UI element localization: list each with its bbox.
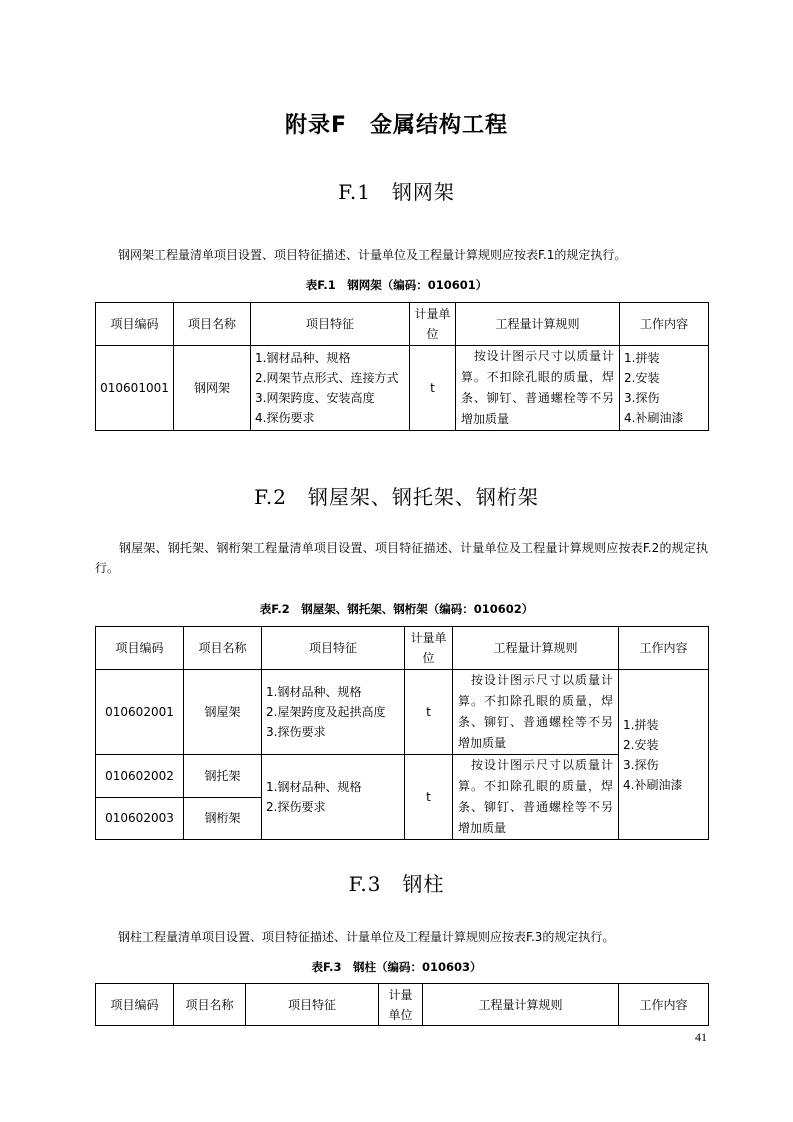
item-features — [262, 670, 405, 755]
table-f1 — [95, 302, 709, 431]
header-name: 项目名称 — [174, 984, 246, 1026]
item-code: 010602003 — [96, 797, 184, 840]
table-row — [96, 670, 709, 755]
table-caption-f1: 表F.1 钢网架（编码：010601） — [305, 278, 488, 292]
header-code: 项目编码 — [96, 984, 174, 1026]
feature-line: 2.探伤要求 — [266, 800, 326, 814]
item-name: 钢桁架 — [184, 797, 262, 840]
section-heading-f1: F.1 钢网架 — [338, 180, 455, 204]
item-name: 钢网架 — [174, 346, 251, 431]
item-features — [262, 755, 405, 840]
work-line: 4.补刷油漆 — [623, 777, 683, 792]
item-work — [619, 670, 709, 840]
table-f3 — [95, 983, 709, 1026]
section-intro-f1: 钢网架工程量清单项目设置、项目特征描述、计量单位及工程量计算规则应按表F.1的规定执行。 — [118, 248, 627, 262]
header-feature: 项目特征 — [262, 627, 405, 670]
table-row — [96, 346, 709, 431]
work-line: 3.探伤 — [623, 757, 659, 772]
item-name: 钢托架 — [184, 755, 262, 798]
header-name: 项目名称 — [184, 627, 262, 670]
header-name: 项目名称 — [174, 303, 251, 346]
work-line: 2.安装 — [624, 371, 660, 385]
feature-line: 3.探伤要求 — [266, 725, 326, 739]
feature-line: 2.屋架跨度及起拱高度 — [266, 705, 386, 719]
item-features — [251, 346, 410, 431]
item-unit: t — [405, 755, 453, 840]
item-work — [620, 346, 709, 431]
item-code: 010601001 — [96, 346, 174, 431]
table-caption-f3: 表F.3 钢柱（编码：010603） — [311, 960, 482, 974]
item-name: 钢屋架 — [184, 670, 262, 755]
header-code: 项目编码 — [96, 627, 184, 670]
work-line: 1.拼装 — [623, 717, 659, 732]
work-line: 4.补刷油漆 — [624, 411, 684, 425]
table-header-row — [96, 984, 709, 1026]
header-work: 工作内容 — [620, 303, 709, 346]
header-work: 工作内容 — [619, 627, 709, 670]
item-code: 010602002 — [96, 755, 184, 798]
header-rule: 工程量计算规则 — [453, 627, 619, 670]
header-unit: 计量单位 — [410, 303, 456, 346]
table-header-row — [96, 627, 709, 670]
item-rule: 按设计图示尺寸以质量计算。不扣除孔眼的质量，焊条、铆钉、普通螺栓等不另增加质量 — [456, 346, 620, 431]
item-unit: t — [410, 346, 456, 431]
table-header-row — [96, 303, 709, 346]
feature-line: 1.钢材品种、规格 — [255, 351, 351, 365]
header-feature: 项目特征 — [251, 303, 410, 346]
section-heading-f2: F.2 钢屋架、钢托架、钢桁架 — [254, 485, 539, 509]
table-f2 — [95, 626, 709, 840]
item-code: 010602001 — [96, 670, 184, 755]
header-work: 工作内容 — [619, 984, 709, 1026]
feature-line: 4.探伤要求 — [255, 411, 315, 425]
feature-line: 1.钢材品种、规格 — [266, 780, 362, 794]
table-row — [96, 755, 709, 798]
work-line: 1.拼装 — [624, 351, 660, 365]
item-rule: 按设计图示尺寸以质量计算。不扣除孔眼的质量，焊条、铆钉、普通螺栓等不另增加质量 — [453, 670, 619, 755]
item-unit: t — [405, 670, 453, 755]
section-intro-f3: 钢柱工程量清单项目设置、项目特征描述、计量单位及工程量计算规则应按表F.3的规定执行。 — [118, 930, 615, 944]
table-caption-f2: 表F.2 钢屋架、钢托架、钢桁架（编码：010602） — [259, 602, 534, 616]
page-number: 41 — [695, 1030, 707, 1044]
header-rule: 工程量计算规则 — [456, 303, 620, 346]
work-line: 2.安装 — [623, 737, 659, 752]
section-heading-f3: F.3 钢柱 — [348, 872, 445, 896]
section-intro-f2: 钢屋架、钢托架、钢桁架工程量清单项目设置、项目特征描述、计量单位及工程量计算规则应按表F.2的规定执行。 — [95, 541, 708, 575]
header-code: 项目编码 — [96, 303, 174, 346]
feature-line: 1.钢材品种、规格 — [266, 685, 362, 699]
item-rule: 按设计图示尺寸以质量计算。不扣除孔眼的质量，焊条、铆钉、普通螺栓等不另增加质量 — [453, 755, 619, 840]
header-unit: 计量单位 — [405, 627, 453, 670]
header-rule: 工程量计算规则 — [423, 984, 619, 1026]
feature-line: 2.网架节点形式、连接方式 — [255, 371, 399, 385]
header-feature: 项目特征 — [246, 984, 379, 1026]
header-unit: 计量单位 — [379, 984, 423, 1026]
feature-line: 3.网架跨度、安装高度 — [255, 391, 375, 405]
page-title: 附录F 金属结构工程 — [284, 113, 509, 138]
work-line: 3.探伤 — [624, 391, 660, 405]
